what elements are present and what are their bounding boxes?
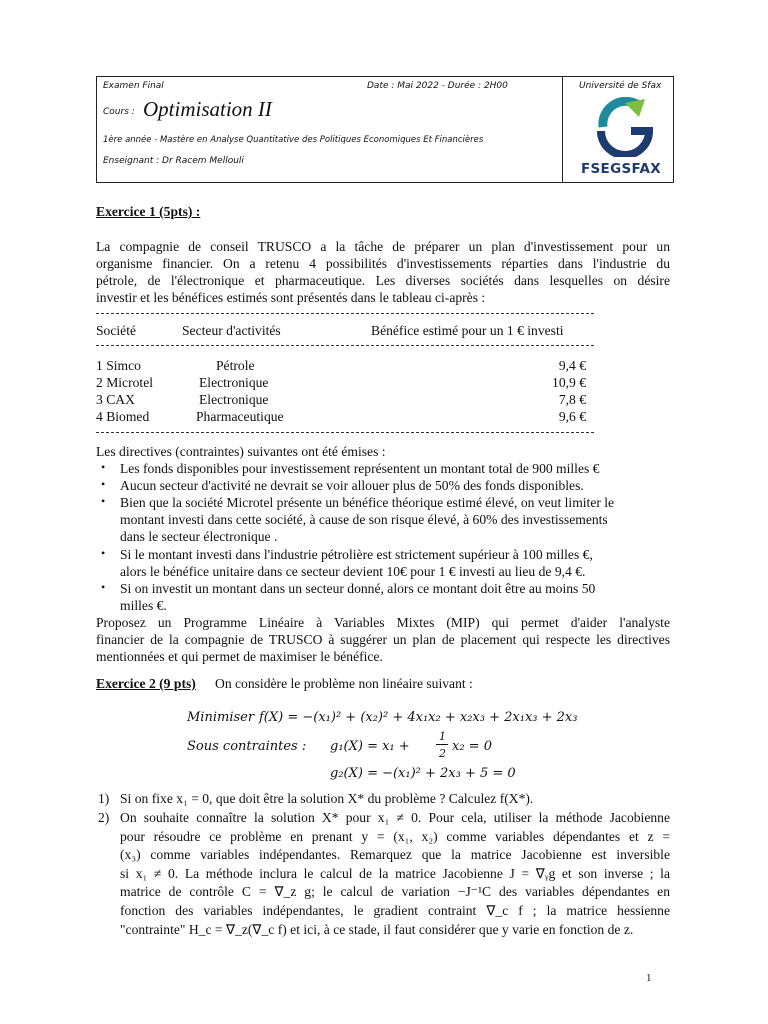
q2-line: On souhaite connaître la solution X* pour x₁ ≠ 0. Pour cela, utiliser la méthode Jacobienne xyxy=(120,810,670,825)
intro-line: investir et les bénéfices estimés sont présentés dans le tableau ci-après : xyxy=(96,290,486,305)
university-name: Université de Sfax xyxy=(579,81,662,91)
q2-line: (x₃) comme variables indépendantes. Remarquez que la matrice Jacobienne est inversible xyxy=(120,847,670,863)
course-label: Cours : xyxy=(103,107,135,117)
exam-header-info xyxy=(97,77,563,182)
bullet-icon: • xyxy=(101,460,106,474)
objective-function: f(X) = −(x₁)² + (x₂)² + 4x₁x₂ + x₂x₃ + 2x₁x₃ + 2x₃ xyxy=(259,710,578,725)
g1-fraction-bar xyxy=(436,744,448,745)
constraint-g1-right: x₂ = 0 xyxy=(452,739,492,754)
minimiser-label: Minimiser xyxy=(187,710,255,725)
constraint-g1: g₁(X) = x₁ + xyxy=(330,739,410,754)
bullet-text: montant investi dans cette société, à cause de son risque élevé, à 60% des investissements xyxy=(120,512,608,527)
closing-line: mentionnées et qui permet de maximiser le bénéfice. xyxy=(96,649,383,664)
question-number: 1) xyxy=(98,791,110,806)
row-societe: 1 Simco xyxy=(96,358,141,373)
intro-line: La compagnie de conseil TRUSCO a la tâche de préparer un plan d'investissement pour un xyxy=(96,239,670,254)
table-header-societe: Société xyxy=(96,323,137,338)
bullet-text: milles €. xyxy=(120,598,167,613)
exercise2-intro: On considère le problème non linéaire suivant : xyxy=(215,676,473,691)
bullet-text: Si le montant investi dans l'industrie pétrolière est strictement supérieur à 100 milles €, xyxy=(120,547,593,562)
exam-type: Examen Final xyxy=(103,81,164,91)
row-benefice: 10,9 € xyxy=(552,375,586,390)
intro-line: pétrole, de l'électronique et pharmaceutique. Les diverses sociétés dans lesquelles on désire xyxy=(96,273,670,288)
row-benefice: 7,8 € xyxy=(558,392,586,407)
question-number: 2) xyxy=(98,810,110,825)
q2-line: matrice de contrôle C = ∇_z g; le calcul de variation −J⁻¹C des variables dépendantes en xyxy=(120,884,670,900)
constraints-label: Sous contraintes : xyxy=(187,739,307,754)
bullet-icon: • xyxy=(101,546,106,560)
exercise1-intro xyxy=(96,238,670,306)
row-secteur: Electronique xyxy=(199,375,269,390)
directives-intro: Les directives (contraintes) suivantes ont été émises : xyxy=(96,444,386,459)
closing-line: financier de la compagnie de TRUSCO à suggérer un plan de placement qui respecte les directives xyxy=(96,632,670,647)
row-secteur: Pharmaceutique xyxy=(196,409,284,424)
row-societe: 3 CAX xyxy=(96,392,135,407)
row-societe: 2 Microtel xyxy=(96,375,154,390)
row-societe: 4 Biomed xyxy=(96,409,150,424)
intro-line: organisme financier. On a retenu 4 possibilités d'investissements réparties dans l'industrie du xyxy=(96,256,670,271)
q2-line: si x₁ ≠ 0. La méthode inclura le calcul de la matrice Jacobienne J = ∇ᵧg et son inverse ; la xyxy=(120,865,670,881)
table-divider xyxy=(96,313,594,314)
page-number: 1 xyxy=(646,972,652,984)
university-logo-icon xyxy=(595,97,657,157)
exam-header xyxy=(96,76,674,183)
table-divider xyxy=(96,432,594,433)
constraint-g2: g₂(X) = −(x₁)² + 2x₃ + 5 = 0 xyxy=(330,766,516,781)
bullet-icon: • xyxy=(101,494,106,508)
bullet-icon: • xyxy=(101,477,106,491)
bullet-text: Les fonds disponibles pour investissement représentent un montant total de 900 milles € xyxy=(120,461,600,476)
exercise1-closing xyxy=(96,614,670,665)
row-secteur: Electronique xyxy=(199,392,269,407)
row-benefice: 9,4 € xyxy=(558,358,586,373)
table-divider xyxy=(96,345,594,346)
q2-line: pour résoudre ce problème en prenant y = (x₁, x₂) comme variables dépendantes et z = xyxy=(120,828,670,844)
course-title: Optimisation II xyxy=(143,97,272,121)
exam-date: Date : Mai 2022 - Durée : 2H00 xyxy=(367,81,508,91)
table-header-benefice: Bénéfice estimé pour un 1 € investi xyxy=(371,323,564,338)
program-line: 1ère année - Mastère en Analyse Quantitative des Politiques Economiques Et Financières xyxy=(103,135,484,145)
bullet-text: alors le bénéfice unitaire dans ce secteur devient 10€ pour 1 € investi au lieu de 9,4 €. xyxy=(120,564,586,579)
g1-fraction-numerator: 1 xyxy=(439,730,446,743)
exercise2-title: Exercice 2 (9 pts) xyxy=(96,676,196,691)
exercise1-title: Exercice 1 (5pts) : xyxy=(96,204,201,219)
row-secteur: Pétrole xyxy=(216,358,255,373)
bullet-text: Si on investit un montant dans un secteur donné, alors ce montant doit être au moins 50 xyxy=(120,581,596,596)
g1-fraction-denominator: 2 xyxy=(439,747,446,760)
q2-line: "contrainte" H_c = ∇_z(∇_c f) et ici, à ce stade, il faut considérer que y varie en fonction de z. xyxy=(120,921,634,937)
q2-line: fonction des variables indépendantes, le gradient contraint ∇_c f ; la matrice hessienne xyxy=(120,902,670,918)
closing-line: Proposez un Programme Linéaire à Variables Mixtes (MIP) qui permet d'aider l'analyste xyxy=(96,615,670,630)
bullet-text: Bien que la société Microtel présente un bénéfice théorique estimé élevé, on veut limiter le xyxy=(120,495,615,510)
bullet-icon: • xyxy=(101,580,106,594)
row-benefice: 9,6 € xyxy=(558,409,586,424)
bullet-text: dans le secteur électronique . xyxy=(120,529,278,544)
question-1: Si on fixe x₁ = 0, que doit être la solution X* du problème ? Calculez f(X*). xyxy=(120,791,534,806)
bullet-text: Aucun secteur d'activité ne devrait se voir allouer plus de 50% des fonds disponibles. xyxy=(120,478,584,493)
logo-text: FSEGSFAX xyxy=(581,161,661,177)
table-header-secteur: Secteur d'activités xyxy=(182,323,281,338)
question-2 xyxy=(120,809,670,939)
teacher-line: Enseignant : Dr Racem Mellouli xyxy=(103,156,244,166)
